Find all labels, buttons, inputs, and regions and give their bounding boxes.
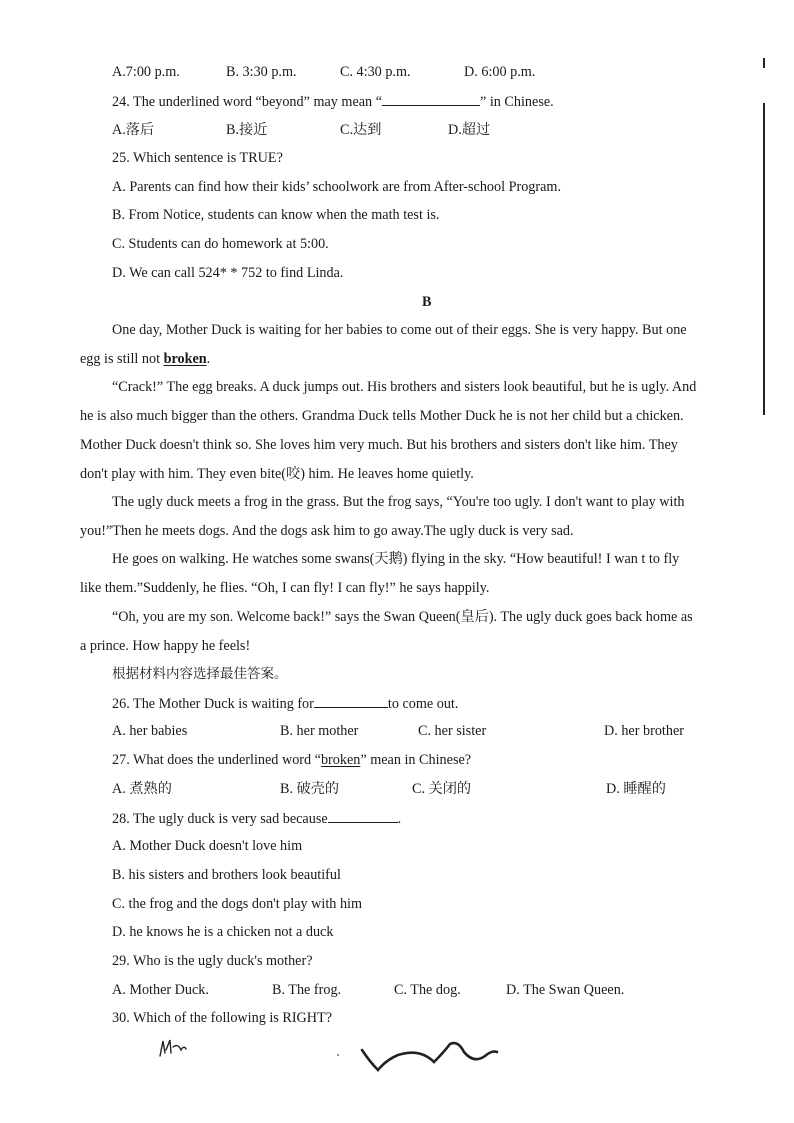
- passage-p2-line2: he is also much bigger than the others. Grandma Duck tells Mother Duck he is not her child but a chicken.: [80, 408, 684, 424]
- q28-option-d[interactable]: D. he knows he is a chicken not a duck: [112, 924, 334, 940]
- pen-wave: [362, 1043, 497, 1070]
- q28-option-a[interactable]: A. Mother Duck doesn't love him: [112, 838, 303, 854]
- q28-suffix: .: [397, 811, 402, 827]
- q26-option-c[interactable]: C. her sister: [418, 723, 487, 739]
- instruction: 根据材料内容选择最佳答案。: [112, 666, 288, 682]
- q24-answer-blank[interactable]: [382, 91, 480, 106]
- q30-question: 30. Which of the following is RIGHT?: [112, 1010, 333, 1026]
- passage-p5-line2: a prince. How happy he feels!: [80, 638, 251, 654]
- pen-mark-left: [160, 1040, 186, 1056]
- q29-option-a[interactable]: A. Mother Duck.: [112, 982, 209, 998]
- q27-option-b[interactable]: B. 破壳的: [280, 781, 340, 797]
- passage-p2-line4: don't play with him. They even bite(咬) him. He leaves home quietly.: [80, 466, 474, 482]
- q26-option-b[interactable]: B. her mother: [280, 723, 359, 739]
- q28-question: [112, 808, 401, 829]
- q24-option-d[interactable]: D.超过: [448, 122, 491, 138]
- passage-p4-line1: He goes on walking. He watches some swans(天鹅) flying in the sky. “How beautiful! I wan t to fly: [112, 551, 680, 567]
- q26-option-a[interactable]: A. her babies: [112, 723, 188, 739]
- passage-p2-line3: Mother Duck doesn't think so. She loves him very much. But his brothers and sisters don't like him. They: [80, 437, 678, 453]
- q29-option-b[interactable]: B. The frog.: [272, 982, 342, 998]
- passage-text: egg is still not: [80, 351, 164, 367]
- passage-p1-line1: One day, Mother Duck is waiting for her babies to come out of their eggs. She is very happy. But one: [112, 322, 687, 338]
- passage-p3-line2: you!”Then he meets dogs. And the dogs ask him to go away.The ugly duck is very sad.: [80, 523, 574, 539]
- passage-p1-line2: [80, 349, 210, 369]
- pen-dot: [337, 1054, 339, 1056]
- passage-p2-line1: “Crack!” The egg breaks. A duck jumps out. His brothers and sisters look beautiful, but he is ugly. And: [112, 379, 697, 395]
- q27-option-d[interactable]: D. 睡醒的: [606, 781, 666, 797]
- q24-option-c[interactable]: C.达到: [340, 122, 382, 138]
- scan-edge-line: [763, 103, 765, 415]
- q29-option-c[interactable]: C. The dog.: [394, 982, 461, 998]
- q26-question: [112, 693, 458, 714]
- q26-prefix: 26. The Mother Duck is waiting for: [112, 696, 314, 712]
- q28-answer-blank[interactable]: [328, 808, 398, 823]
- q28-option-c[interactable]: C. the frog and the dogs don't play with him: [112, 896, 363, 912]
- q24-suffix: ” in Chinese.: [480, 94, 554, 110]
- q24-question: [112, 91, 554, 112]
- q24-prefix: 24. The underlined word “beyond” may mean “: [112, 94, 382, 110]
- q23-option-d[interactable]: D. 6:00 p.m.: [464, 64, 536, 80]
- q27-question: [112, 750, 471, 770]
- q24-option-a[interactable]: A.落后: [112, 122, 155, 138]
- q27-suffix: ” mean in Chinese?: [360, 752, 472, 768]
- q28-option-b[interactable]: B. his sisters and brothers look beautiful: [112, 867, 341, 883]
- q26-suffix: to come out.: [387, 696, 459, 712]
- q25-option-a[interactable]: A. Parents can find how their kids’ schoolwork are from After-school Program.: [112, 179, 562, 195]
- passage-text: .: [206, 351, 211, 367]
- q26-answer-blank[interactable]: [314, 693, 388, 708]
- section-b-heading: B: [422, 294, 432, 310]
- q27-option-c[interactable]: C. 关闭的: [412, 781, 472, 797]
- passage-p5-line1: “Oh, you are my son. Welcome back!” says the Swan Queen(皇后). The ugly duck goes back home as: [112, 609, 693, 625]
- q24-option-b[interactable]: B.接近: [226, 122, 268, 138]
- q23-option-c[interactable]: C. 4:30 p.m.: [340, 64, 411, 80]
- q25-option-d[interactable]: D. We can call 524* * 752 to find Linda.: [112, 265, 344, 281]
- q27-option-a[interactable]: A. 煮熟的: [112, 781, 172, 797]
- scan-edge-mark: [763, 58, 765, 68]
- passage-p3-line1: The ugly duck meets a frog in the grass. But the frog says, “You're too ugly. I don't want to play with: [112, 494, 685, 510]
- underlined-word-broken: broken: [163, 351, 207, 367]
- q27-prefix: 27. What does the underlined word “: [112, 752, 321, 768]
- q23-option-b[interactable]: B. 3:30 p.m.: [226, 64, 297, 80]
- q25-question: 25. Which sentence is TRUE?: [112, 150, 283, 166]
- passage-p4-line2: like them.”Suddenly, he flies. “Oh, I can fly! I can fly!” he says happily.: [80, 580, 490, 596]
- q29-option-d[interactable]: D. The Swan Queen.: [506, 982, 625, 998]
- q26-option-d[interactable]: D. her brother: [604, 723, 684, 739]
- q28-prefix: 28. The ugly duck is very sad because: [112, 811, 328, 827]
- q29-question: 29. Who is the ugly duck's mother?: [112, 953, 313, 969]
- q23-option-a[interactable]: A.7:00 p.m.: [112, 64, 180, 80]
- q25-option-c[interactable]: C. Students can do homework at 5:00.: [112, 236, 329, 252]
- q25-option-b[interactable]: B. From Notice, students can know when the math test is.: [112, 207, 440, 223]
- underlined-word-broken: broken: [320, 752, 361, 768]
